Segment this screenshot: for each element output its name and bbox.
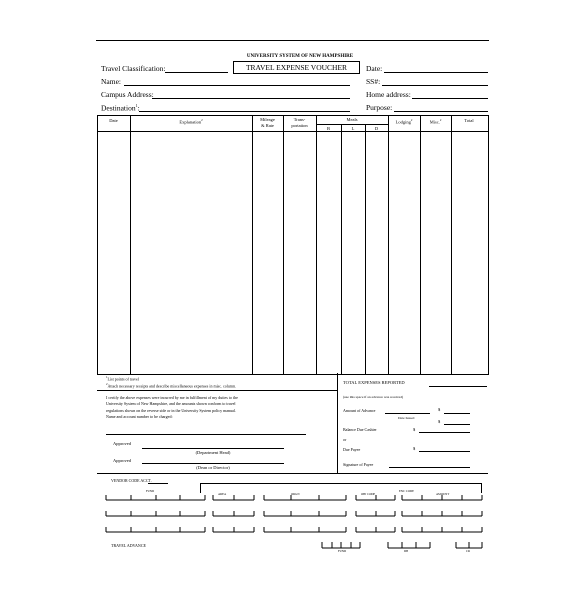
dollar-4: $	[413, 446, 416, 451]
col-meal-d: D	[374, 126, 379, 131]
university-name: UNIVERSITY SYSTEM OF NEW HAMPSHIRE	[246, 54, 354, 59]
total-reported-label: TOTAL EXPENSES REPORTED	[343, 380, 405, 385]
col-explanation: Explanation$^2$	[179, 118, 203, 125]
dollar-3: $	[413, 427, 416, 432]
approved-2-label: Approved	[113, 458, 131, 463]
name-label: Name:	[101, 77, 121, 86]
date-label: Date:	[366, 64, 383, 73]
col-transportation: Trans- portation	[291, 117, 308, 128]
col-lodging: Lodging$^2$	[395, 118, 413, 125]
col-date: Date	[109, 118, 118, 123]
area-label: AREA	[218, 492, 227, 496]
dollar-1: $	[438, 407, 441, 412]
orgn-label: ORGN	[291, 492, 300, 496]
balance-due-cashier-label: Balance Due Cashier	[343, 427, 377, 432]
travel-classification-label: Travel Classification:	[101, 64, 166, 73]
voucher-title: TRAVEL EXPENSE VOUCHER	[233, 61, 360, 74]
purpose-label: Purpose:	[366, 103, 393, 112]
obj-code-label: OBJ CODE	[361, 492, 376, 496]
campus-address-label: Campus Address:	[101, 90, 154, 99]
col-meal-b: B	[326, 126, 330, 131]
fund-label: FUND	[146, 489, 155, 493]
col-meal-l: L	[351, 126, 355, 131]
advance-note: (use this space if an advance was received)	[343, 395, 404, 399]
ssn-label: SS#:	[366, 77, 381, 86]
travel-advance-label: TRAVEL ADVANCE	[111, 543, 146, 548]
home-address-label: Home address:	[366, 90, 411, 99]
enc-code-label: ENC CODE	[399, 489, 414, 493]
col-total: Total	[464, 118, 474, 123]
dean-caption: (Dean or Director)	[196, 465, 230, 470]
amount-advance-label: Amount of Advance	[343, 408, 376, 413]
or-label: or	[343, 437, 347, 442]
cr-label: CR	[466, 549, 471, 553]
due-payee-label: Due Payee	[343, 447, 361, 452]
dollar-2: $	[438, 419, 441, 424]
col-mileage: Mileage & Rate	[260, 117, 275, 128]
date-issued-caption: Date Issued	[398, 416, 415, 420]
col-misc: Misc.$^2$	[429, 118, 442, 125]
certify-text: I certify the above expenses were incurred by me in fulfillment of my duties to the University System of New Hampshire, and the amounts shown conform to travel regulations shown on the reverse side or in the University System policy manual. Name and account number to be charged:	[106, 395, 238, 419]
footnote-1: $^1$List points of travel	[106, 375, 139, 382]
dept-head-caption: (Department Head)	[195, 450, 231, 455]
col-meals: Meals	[346, 117, 358, 122]
approved-1-label: Approved	[113, 441, 131, 446]
signature-payee-label: Signature of Payee	[343, 462, 374, 467]
amount-label: AMOUNT	[436, 492, 450, 496]
fund-label-2: FUND	[338, 549, 347, 553]
footnote-2: $^2$Attach necessary receipts and describe miscellaneous expenses in misc. column.	[106, 382, 237, 389]
destination-label: Destination$^1$:	[101, 103, 140, 113]
vendor-code-label: VENDOR CODE ACCT.	[111, 478, 152, 483]
db-label: DB	[404, 549, 409, 553]
